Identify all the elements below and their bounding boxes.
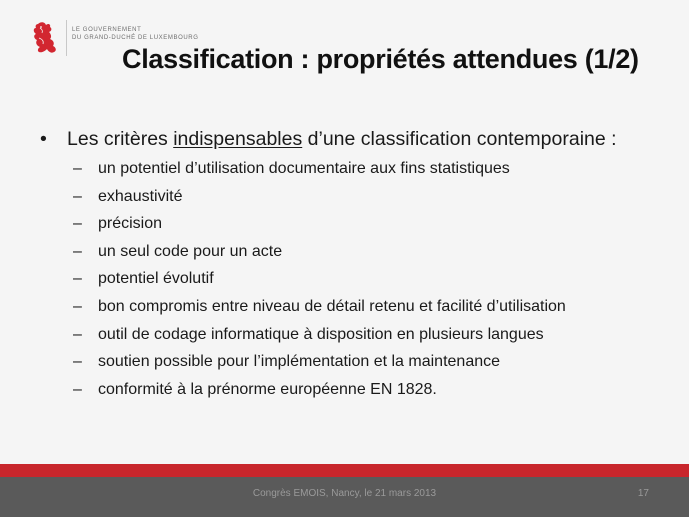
sub-bullet-text: conformité à la prénorme européenne EN 1828. [98, 380, 437, 398]
logo-line-1: LE GOUVERNEMENT [72, 27, 142, 33]
sub-bullet-list [40, 155, 670, 403]
dash-symbol: – [73, 325, 82, 343]
sub-bullet-text: un potentiel d’utilisation documentaire aux fins statistiques [98, 160, 510, 177]
slide-content [40, 122, 670, 403]
footer-accent-stripe [0, 464, 689, 477]
sub-bullet-text: soutien possible pour l’implémentation et la maintenance [98, 353, 501, 371]
sub-bullet-item [40, 376, 670, 404]
logo-line-2: DU GRAND-DUCHÉ DE LUXEMBOURG [72, 35, 199, 41]
dash-symbol: – [73, 215, 82, 233]
footer-bar [0, 477, 689, 517]
main-bullet-after: d’une classification contemporaine : [302, 128, 617, 150]
dash-symbol: – [73, 270, 82, 288]
sub-bullet-text: outil de codage informatique à disposition en plusieurs langues [98, 325, 544, 343]
dash-symbol: – [73, 297, 82, 315]
main-bullet [40, 122, 670, 156]
page-number: 17 [637, 488, 649, 499]
sub-bullet-item [40, 155, 670, 183]
dash-symbol: – [73, 380, 82, 398]
sub-bullet-text: précision [98, 215, 163, 233]
sub-bullet-item [40, 238, 670, 266]
sub-bullet-text: un seul code pour un acte [98, 242, 283, 260]
bullet-symbol: • [40, 128, 47, 150]
logo-divider [66, 20, 67, 56]
lion-icon [30, 20, 60, 56]
main-bullet-before: Les critères [67, 128, 174, 150]
sub-bullet-item [40, 265, 670, 293]
sub-bullet-text: bon compromis entre niveau de détail retenu et facilité d’utilisation [98, 297, 566, 315]
dash-symbol: – [73, 353, 82, 371]
slide-title: Classification : propriétés attendues (1/2) [122, 44, 639, 74]
main-bullet-emphasis: indispensables [173, 128, 303, 150]
sub-bullet-text: potentiel évolutif [98, 270, 214, 288]
sub-bullet-item [40, 321, 670, 349]
footer-text: Congrès EMOIS, Nancy, le 21 mars 2013 [252, 488, 437, 499]
logo-text [72, 26, 198, 42]
sub-bullet-item [40, 293, 670, 321]
sub-bullet-text: exhaustivité [98, 187, 183, 205]
dash-symbol: – [73, 160, 82, 177]
sub-bullet-item [40, 348, 670, 376]
main-bullet-text [67, 122, 617, 156]
sub-bullet-item [40, 210, 670, 238]
dash-symbol: – [73, 242, 82, 260]
sub-bullet-item [40, 183, 670, 211]
dash-symbol: – [73, 187, 82, 205]
